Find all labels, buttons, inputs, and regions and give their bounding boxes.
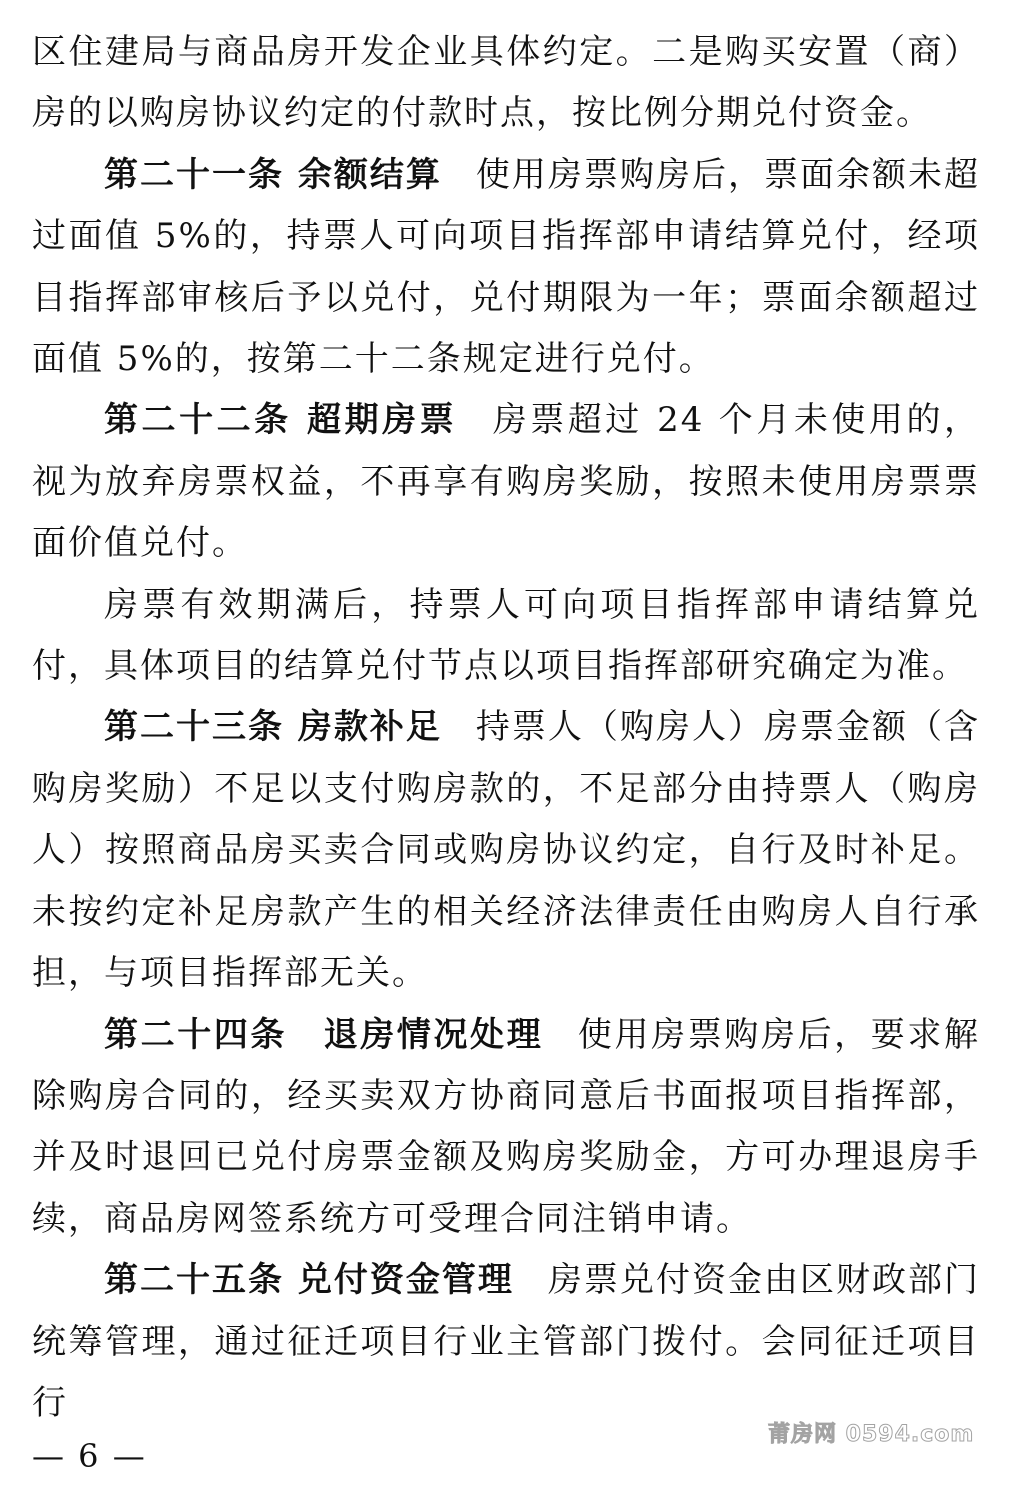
article-heading: 第二十四条 退房情况处理 [104,1014,544,1055]
article-22-paragraph-2 [32,575,980,698]
article-text: 房票超过 24 个月未使用的，视为放弃房票权益，不再享有购房奖励，按照未使用房票票面价值兑付。 [32,400,980,564]
paragraph-continued [32,22,980,145]
article-22 [32,390,980,574]
page-number: — 6 — [32,1437,147,1475]
article-heading: 第二十五条 兑付资金管理 [104,1260,514,1301]
article-heading: 第二十二条 超期房票 [104,400,458,441]
paragraph-text: 区住建局与商品房开发企业具体约定。二是购买安置（商）房的以购房协议约定的付款时点，按比例分期兑付资金。 [32,32,980,134]
article-25 [32,1250,980,1434]
article-heading: 第二十三条 房款补足 [104,707,442,748]
paragraph-text: 房票有效期满后，持票人可向项目指挥部申请结算兑付，具体项目的结算兑付节点以项目指挥部研究确定为准。 [32,584,980,687]
article-23 [32,697,980,1004]
article-24 [32,1005,980,1251]
article-text: 持票人（购房人）房票金额（含购房奖励）不足以支付购房款的，不足部分由持票人（购房人）按照商品房买卖合同或购房协议约定，自行及时补足。未按约定补足房款产生的相关经济法律责任由购房人自行承担，与项目指挥部无关。 [32,707,980,994]
article-text: 房票兑付资金由区财政部门统筹管理，通过征迁项目行业主管部门拨付。会同征迁项目行 [32,1260,980,1423]
article-heading: 第二十一条 余额结算 [104,154,442,195]
article-text: 使用房票购房后，票面余额未超过面值 5%的，持票人可向项目指挥部申请结算兑付，经项目指挥部审核后予以兑付，兑付期限为一年；票面余额超过面值 5%的，按第二十二条规定进行兑付。 [32,154,980,380]
watermark-logo: 莆房网 0594.com [768,1422,975,1447]
document-page [32,22,980,1434]
article-21 [32,145,980,391]
article-text: 使用房票购房后，要求解除购房合同的，经买卖双方协商同意后书面报项目指挥部，并及时退回已兑付房票金额及购房奖励金，方可办理退房手续，商品房网签系统方可受理合同注销申请。 [32,1014,981,1239]
